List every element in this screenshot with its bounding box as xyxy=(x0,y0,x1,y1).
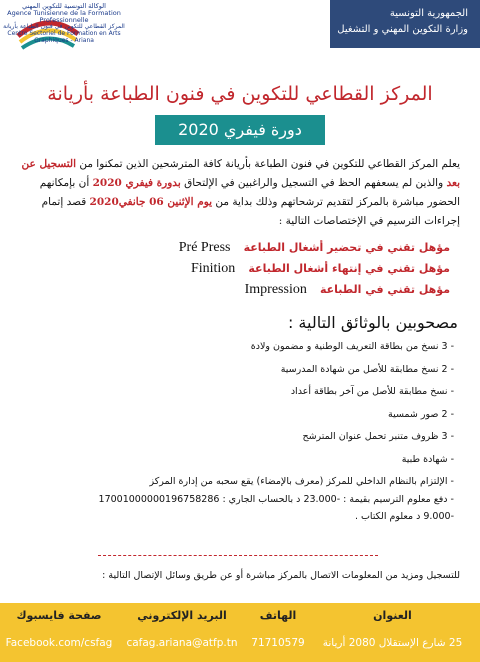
footer xyxy=(0,603,480,662)
specialty-ar: مؤهل تقني في تحضير أشغال الطباعة xyxy=(243,241,450,254)
divider xyxy=(98,555,378,556)
facebook-label: صفحة فايسبوك xyxy=(16,609,102,622)
specialty-item xyxy=(30,236,450,254)
facebook-link[interactable]: Facebook.com/csfag xyxy=(5,637,113,649)
document-item: - شهادة طبية xyxy=(401,453,454,465)
header xyxy=(0,0,480,64)
intro-paragraph xyxy=(20,155,460,231)
agency-fr-line3: Centre Sectoriel de Formation en Arts xyxy=(7,30,121,38)
agency-ar-line1: الوكالة التونسية للتكوين المهني xyxy=(22,2,106,10)
address-label: العنوان xyxy=(373,609,412,622)
intro-text-1: يعلم المركز القطاعي للتكوين في فنون الطباعة بأريانة كافة المترشحين الذين تمكنوا من xyxy=(76,158,460,170)
agency-fr-line2: Professionnelle xyxy=(39,16,89,25)
documents-heading: مصحوبين بالوثائق التالية : xyxy=(287,313,458,332)
document-item: - 3 ظروف متنبر تحمل عنوان المترشح xyxy=(302,431,454,442)
specialty-fr: Impression xyxy=(244,282,307,297)
agency-fr-line4: Graphiques - Ariana xyxy=(34,36,94,44)
intro-text-3: أن بإمكانهم الحضور مباشرة بالمركز لتقديم ترشحاتهم وذلك بداية من xyxy=(39,177,460,208)
session-badge: دورة فيفري 2020 xyxy=(155,115,325,145)
email-link[interactable]: cafag.ariana@atfp.tn xyxy=(126,637,238,649)
documents-list xyxy=(24,336,454,494)
ministry-line1: الجمهورية التونسية xyxy=(389,8,468,19)
email-label: البريد الإلكتروني xyxy=(137,609,227,622)
document-item: - 3 نسخ من بطاقة التعريف الوطنية و مضمون ولادة xyxy=(250,341,454,352)
phone-value[interactable]: 71710579 xyxy=(251,637,305,649)
document-item: - 2 نسخ مطابقة للأصل من شهادة المدرسية xyxy=(280,363,454,375)
footer-email xyxy=(118,603,246,662)
specialty-ar: مؤهل تقني في الطباعة xyxy=(319,283,450,296)
agency-ar-line2: المركز القطاعي للتكوين في فنون الطباعة بأريانة xyxy=(3,23,125,31)
specialty-fr: Finition xyxy=(190,261,236,276)
specialty-fr: Pré Press xyxy=(178,240,231,255)
ministry-banner xyxy=(330,0,480,48)
fee-line-1: - دفع معلوم الترسيم بقيمة : -23.000 د بالحساب الجاري : 17001000000196758286 xyxy=(98,494,454,505)
footer-phone xyxy=(248,603,308,662)
specialty-ar: مؤهل تقني في إنتهاء أشغال الطباعة xyxy=(248,262,450,275)
specialty-item xyxy=(30,278,450,296)
intro-text-4: قصد إتمام إجراءات الترسيم في الإختصاصات التالية : xyxy=(41,196,460,227)
phone-label: الهاتف xyxy=(259,609,297,622)
address-value: 25 شارع الإستقلال 2080 أريانة xyxy=(322,637,463,649)
ministry-line2: وزارة التكوين المهني و التشغيل xyxy=(337,24,468,35)
document-item: - نسخ مطابقة للأصل من آخر بطاقة أعداد xyxy=(290,386,454,397)
contact-note: للتسجيل ومزيد من المعلومات الاتصال بالمركز مباشرة أو عن طريق وسائل الإتصال التالية : xyxy=(102,570,460,581)
agency-block xyxy=(0,3,128,44)
footer-facebook xyxy=(0,603,118,662)
document-item: - الإلتزام بالنظام الداخلي للمركز (معرف بالإمضاء) يقع سحبه من إدارة المركز xyxy=(149,476,454,487)
document-item: - 2 صور شمسية xyxy=(388,408,454,420)
intro-text-2: والذين لم يسعفهم الحظ في التسجيل والراغبين في الإلتحاق xyxy=(180,177,447,189)
page-title: المركز القطاعي للتكوين في فنون الطباعة بأريانة xyxy=(47,83,433,105)
footer-address xyxy=(305,603,480,662)
fee-block xyxy=(24,491,454,525)
intro-highlight-2: بدورة فيفري 2020 xyxy=(92,177,181,189)
fee-line-2: -9.000 د معلوم الكتاب . xyxy=(354,511,454,522)
specialty-item xyxy=(30,257,450,275)
intro-highlight-1: التسجيل عن بعد xyxy=(21,158,460,189)
intro-highlight-3: يوم الإثنين 06 جانفي2020 xyxy=(89,196,213,208)
agency-fr-line1: Agence Tunisienne de la Formation xyxy=(7,9,121,18)
